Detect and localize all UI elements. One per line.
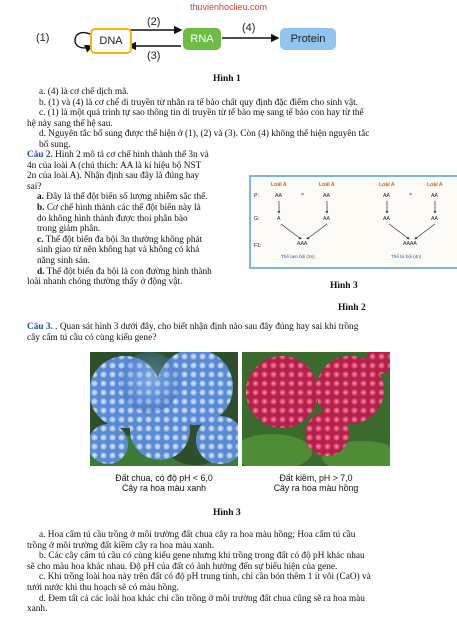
q1-option-b: b. (1) và (4) là cơ chế di truyền từ nhân ra tế bào chất quy định đặc điểm cho sinh vật. (39, 97, 358, 108)
diagram-caption: Hình 3 (330, 281, 358, 291)
q1-option-c: c. (1) là một quá trình tự sao thông tin di truyền từ tế bào mẹ sang tế bào con hay từ thế (39, 108, 364, 119)
p-genotype: AA (275, 193, 282, 199)
q1-options (27, 87, 437, 151)
q2-option-c-cont: sinh giao tử nên không hạt và không có khả (37, 245, 200, 256)
arrow-label-3: (3) (147, 50, 161, 62)
g-genotype: A (277, 216, 281, 222)
q1-option-d: d. Nguyên tắc bổ sung được thể hiện ở (1), (2) và (3). Còn (4) không thể hiện nguyên tắc (39, 129, 370, 140)
q3-option-b: b. Các cây cẩm tú cầu có cùng kiểu gene nhưng khi trồng trong đất có độ pH khác nhau (39, 551, 365, 562)
q3-option-a: a. Hoa cẩm tú cầu trồng ở môi trường đất chua cây ra hoa màu hồng; Hoa cẩm tú cầu (39, 530, 356, 540)
blue-hydrangea-photo (90, 352, 238, 466)
q3-options (27, 530, 447, 615)
q2-option-b-cont: do không hình thành được thoi phân bào (37, 213, 188, 224)
row-label-g: G: (254, 216, 260, 222)
cross-sign: × (409, 192, 413, 198)
row-label-p: P: (254, 193, 259, 199)
q1-option-a: a. (4) là cơ chế dịch mã. (39, 87, 129, 97)
triploid-label: Thể tam bội (3n) (281, 254, 315, 259)
species-header: Loài A (379, 182, 395, 188)
species-header: Loài A (319, 182, 335, 188)
pink-photo-caption (242, 473, 390, 493)
g-genotype: AA (431, 216, 438, 222)
p-genotype: AA (323, 193, 330, 199)
protein-box: Protein (280, 28, 336, 50)
q3-block (27, 322, 447, 343)
q2-label: Câu 2. (27, 150, 53, 160)
figure1-caption: Hình 1 (213, 74, 241, 84)
p-genotype: AA (431, 193, 438, 199)
q2-option-d: d. Thể đột biến đa bội là con đường hình thành (37, 266, 212, 277)
f1-genotype: AAAA (403, 241, 417, 247)
q3-label: Câu 3. (27, 322, 53, 332)
q2-text-line: sai? (27, 181, 42, 192)
q3-option-b-cont: sẽ cho màu hoa khác nhau. Độ pH của đất có ảnh hưởng đến sự biểu hiện của gene. (27, 561, 338, 572)
q3-option-d-cont: xanh. (27, 604, 48, 615)
q2-text-line: 2n của loài A). Nhận định sau đây là đúng hay (27, 171, 200, 182)
q2-text-line: 4n của loài A (chú thích: AA là kí hiệu bộ NST (27, 160, 202, 171)
rna-box: RNA (183, 28, 221, 50)
q2-block (27, 150, 252, 288)
species-header: Loài A (427, 182, 443, 188)
q3-option-a-cont: trồng ở môi trường đất kiềm cây ra hoa màu xanh. (27, 540, 215, 551)
site-watermark: thuvienhoclieu.com (190, 2, 268, 12)
q3-option-c: c. Khi trồng loài hoa này trên đất có độ pH trung tính, chỉ cần bón thêm 1 ít vôi (CaO) và (39, 572, 371, 583)
q2-option-a: a. Đây là thể đột biến số lượng nhiễm sắc thể. (37, 192, 208, 203)
q2-option-c-cont: năng sinh sản. (37, 255, 90, 266)
q3-option-c-cont: tưới nước khi thu hoạch sẽ có màu hồng. (27, 582, 179, 593)
species-header: Loài A (271, 182, 287, 188)
g-genotype: AA (383, 216, 390, 222)
q2-option-d-cont: loài nhanh chóng thường thấy ở động vật. (27, 277, 183, 288)
arrow-label-4: (4) (242, 22, 256, 34)
figure2-caption: Hình 2 (338, 303, 366, 313)
q1-option-d-cont: bổ sung. (39, 139, 71, 150)
q2-text-line: Hình 2 mô tả cơ chế hình thành thể 3n và (52, 150, 209, 160)
blue-photo-result: Cây ra hoa màu xanh (121, 483, 207, 493)
pink-photo-result: Cây ra hoa màu hồng (273, 483, 359, 493)
polyploidy-diagram (249, 175, 457, 269)
pink-photo-soil: Đất kiềm, pH > 7,0 (279, 473, 353, 483)
dna-box: DNA (90, 28, 132, 54)
arrow-label-2: (2) (147, 16, 161, 28)
q2-option-b: b. Cơ chế hình thành các thể đột biến này là (37, 202, 201, 213)
q1-option-c-cont: hệ này sang thế hệ sau. (27, 118, 113, 129)
p-genotype: AA (383, 193, 390, 199)
q3-option-d: d. Đem tất cả các loài hoa khác chỉ cần trồng ở môi trường đất chua cũng sẽ ra hoa màu (39, 593, 365, 604)
q2-option-b-cont: trong giảm phân. (37, 224, 101, 235)
arrow-label-1: (1) (36, 32, 50, 44)
g-genotype: AA (323, 216, 330, 222)
tetraploid-label: Thể tứ bội (4n) (391, 254, 422, 259)
blue-photo-caption (90, 473, 238, 493)
blue-photo-soil: Đất chua, có độ pH < 6,0 (115, 473, 213, 483)
blue-hydrangea-image (90, 352, 238, 466)
f1-genotype: AAA (297, 241, 308, 247)
q3-text-line: . Quan sát hình 3 dưới đây, cho biết nhận định nào sau đây đúng hay sai khi trồng (52, 322, 359, 332)
pink-hydrangea-photo (242, 352, 390, 466)
row-label-f1: F1: (254, 243, 262, 249)
pink-hydrangea-image (242, 352, 390, 466)
cross-sign: × (301, 192, 305, 198)
figure3-caption: Hình 3 (213, 508, 241, 518)
q3-text-line: cây cẩm tú cầu có cùng kiểu gene? (27, 332, 157, 343)
q2-option-c: c. Thể đột biến đa bội 3n thường không phát (37, 234, 203, 245)
